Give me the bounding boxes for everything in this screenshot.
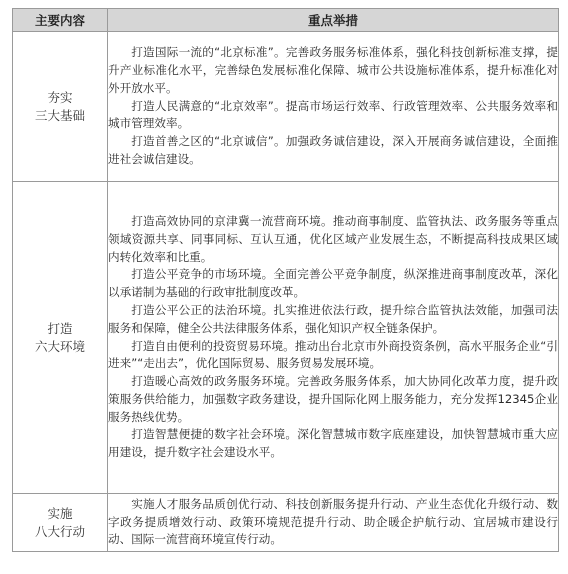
measure-paragraph: 打造国际一流的“北京标准”。完善政务服务标准体系，强化科技创新标准支撑，提升产业标准化水平，完善绿色发展标准化保障、城市公共设施标准体系，提升标准化对外开放水平。 [108, 45, 558, 95]
category-cell [13, 32, 108, 182]
category-label-line2: 八大行动 [34, 523, 85, 539]
category-label-line1: 夯实 [47, 89, 73, 105]
measures-cell [108, 32, 559, 182]
table-row [13, 494, 559, 552]
measure-paragraph: 打造人民满意的“北京效率”。提高市场运行效率、行政管理效率、公共服务效率和城市管理效率。 [108, 98, 558, 131]
measure-paragraph: 打造公平公正的法治环境。扎实推进依法行政，提升综合监管执法效能，加强司法服务和保障，健全公共法律服务体系，强化知识产权全链条保护。 [108, 302, 558, 335]
measures-table [12, 8, 559, 552]
table-row [13, 182, 559, 494]
category-cell [13, 182, 108, 494]
measure-paragraph: 打造暖心高效的政务服务环境。完善政务服务体系，加大协同化改革力度，提升政策服务供给能力，加强数字政务建设，提升国际化网上服务能力，充分发挥12345企业服务热线优势。 [108, 374, 558, 424]
category-label-line1: 实施 [47, 505, 73, 521]
category-label-line2: 六大环境 [34, 338, 85, 354]
measures-cell [108, 494, 559, 552]
header-main-content: 主要内容 [13, 9, 108, 32]
table-row [13, 32, 559, 182]
measure-paragraph: 打造智慧便捷的数字社会环境。深化智慧城市数字底座建设，加快智慧城市重大应用建设，提升数字社会建设水平。 [108, 427, 558, 460]
category-label-line2: 三大基础 [34, 107, 85, 123]
measure-paragraph: 实施人才服务品质创优行动、科技创新服务提升行动、产业生态优化升级行动、数字政务提质增效行动、政策环境规范提升行动、助企暖企护航行动、宜居城市建设行动、国际一流营商环境宣传行动。 [108, 496, 558, 547]
measure-paragraph: 打造公平竞争的市场环境。全面完善公平竞争制度，纵深推进商事制度改革，深化以承诺制为基础的行政审批制度改革。 [108, 267, 558, 300]
table-header-row [13, 9, 559, 32]
measure-paragraph: 打造自由便利的投资贸易环境。推动出台北京市外商投资条例，高水平服务企业“引进来”“走出去”，优化国际贸易、服务贸易发展环境。 [108, 338, 558, 371]
category-label-line1: 打造 [47, 320, 73, 336]
header-key-measures: 重点举措 [108, 9, 559, 32]
category-cell [13, 494, 108, 552]
table-container [12, 8, 558, 552]
measures-cell [108, 182, 559, 494]
measure-paragraph: 打造高效协同的京津冀一流营商环境。推动商事制度、监管执法、政务服务等重点领域资源共享、同事同标、互认互通，优化区域产业发展生态，不断提高科技成果区域内转化效率和比重。 [108, 213, 558, 264]
measure-paragraph: 打造首善之区的“北京诚信”。加强政务诚信建设，深入开展商务诚信建设，全面推进社会诚信建设。 [108, 134, 558, 166]
